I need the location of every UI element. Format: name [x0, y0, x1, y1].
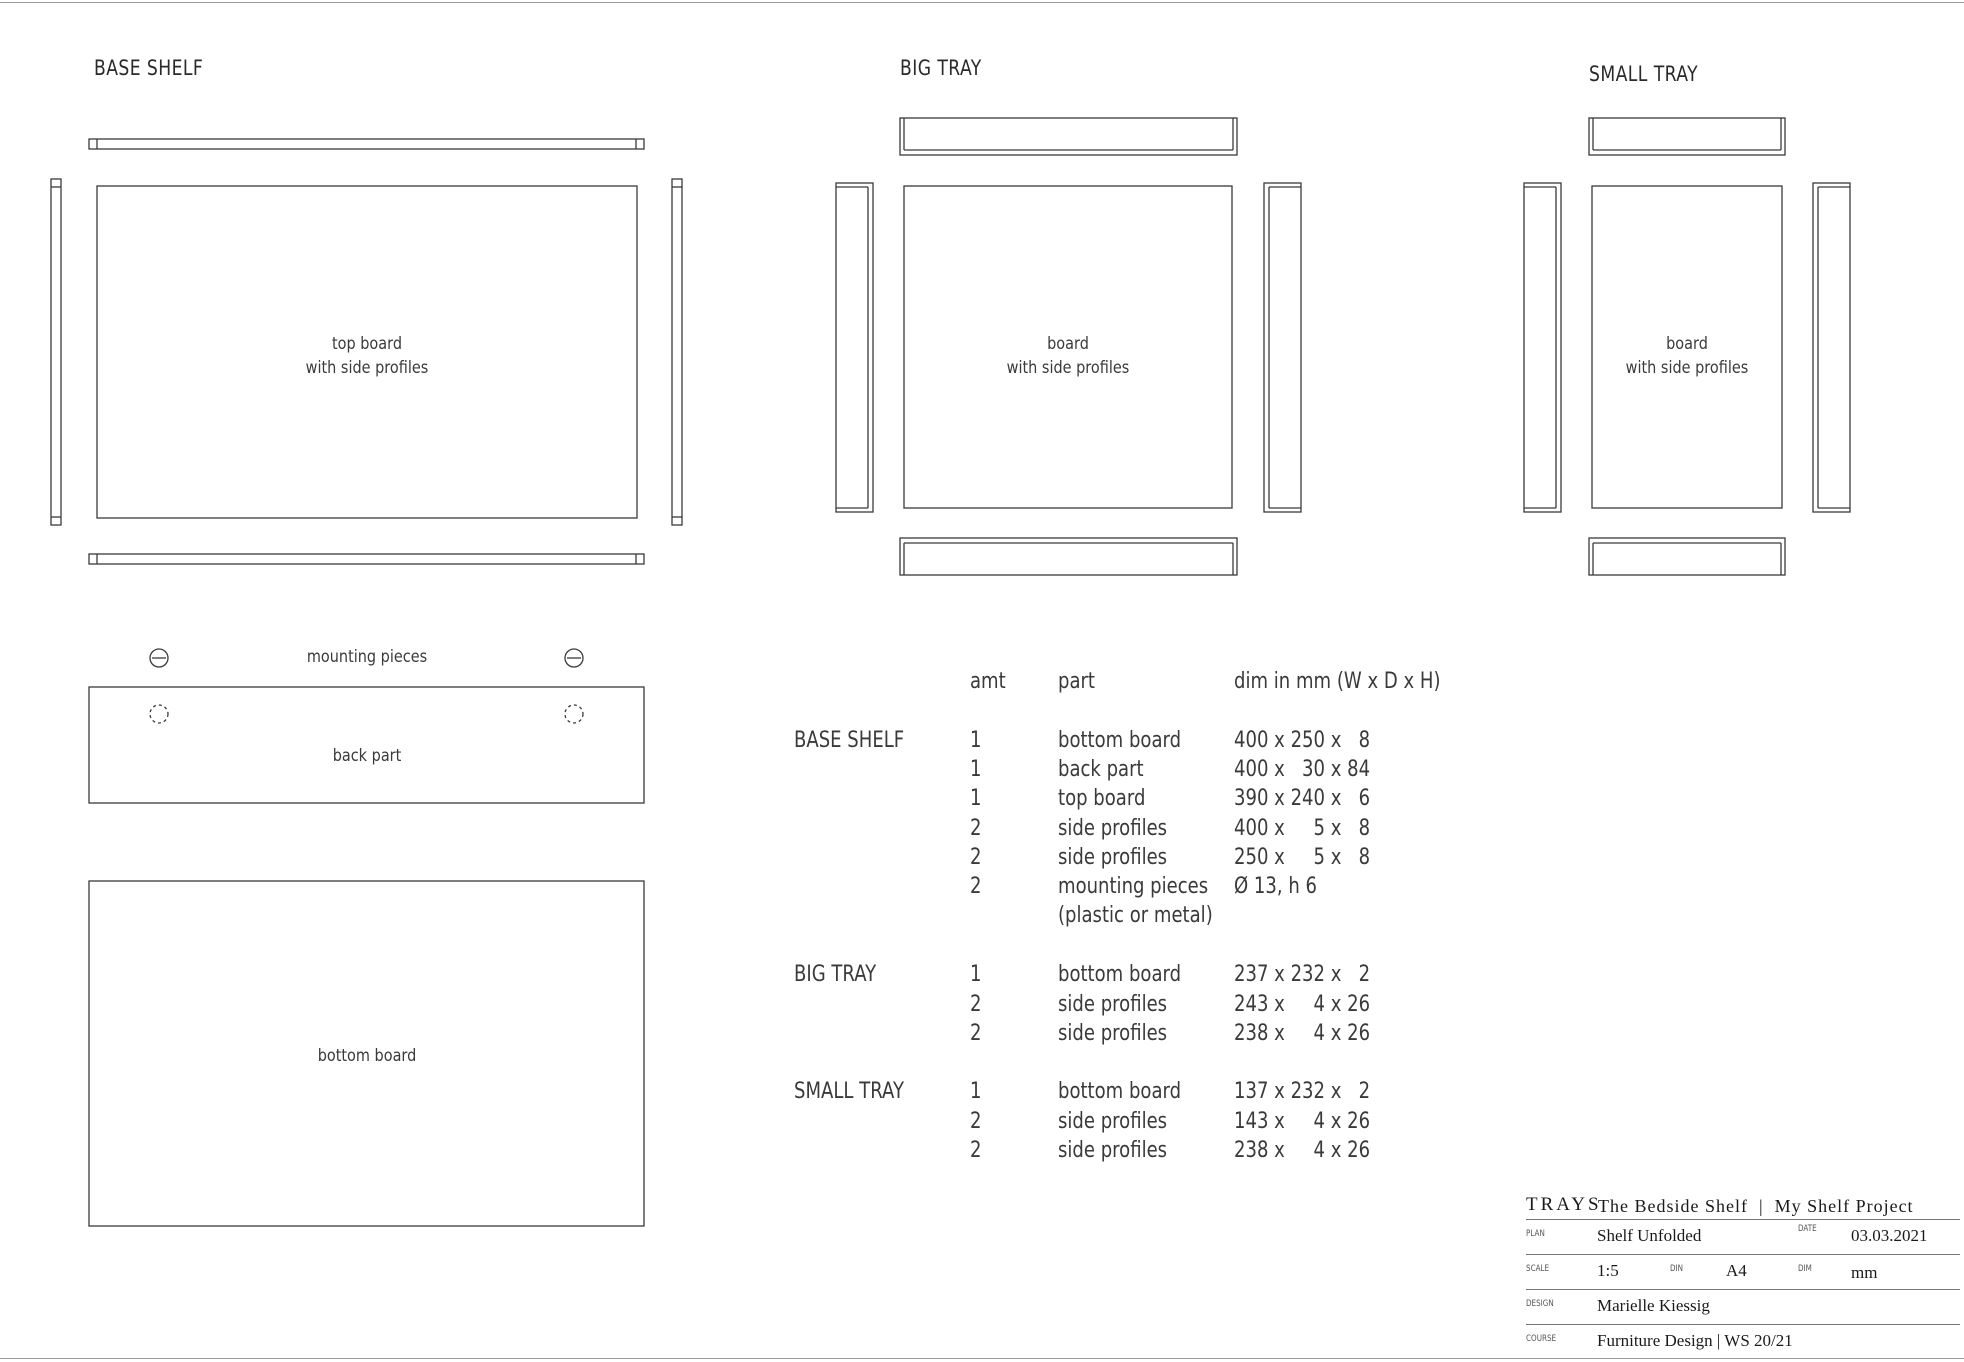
title-block-divider [1526, 1289, 1960, 1290]
table-row-amt: 2 [970, 1138, 982, 1163]
table-row-part: side profiles [1058, 1109, 1168, 1134]
mounting-piece-left [150, 649, 168, 667]
design-label: DESIGN [1526, 1299, 1554, 1309]
date-label: DATE [1798, 1224, 1817, 1234]
base-shelf-top-profile [89, 139, 644, 149]
table-row-part: back part [1058, 757, 1144, 782]
bottom-board-label: bottom board [317, 1046, 417, 1066]
table-row-amt: 2 [970, 845, 982, 870]
heading-big-tray: BIG TRAY [900, 56, 982, 80]
date-value: 03.03.2021 [1851, 1226, 1928, 1245]
table-row-dim: 238 x 4 x 26 [1234, 1138, 1371, 1163]
table-row-amt: 2 [970, 1109, 982, 1134]
plan-label: PLAN [1526, 1229, 1545, 1239]
table-row-amt: 1 [970, 962, 982, 987]
table-row-dim: 237 x 232 x 2 [1234, 962, 1371, 987]
dim-value: mm [1851, 1263, 1878, 1282]
title-block-subtitle: The Bedside Shelf | My Shelf Project [1598, 1196, 1914, 1216]
table-row-dim: 390 x 240 x 6 [1234, 786, 1371, 811]
title-block-divider [1526, 1219, 1960, 1220]
dim-label: DIM [1798, 1264, 1812, 1274]
plan-value: Shelf Unfolded [1597, 1226, 1702, 1245]
table-row-part: side profiles [1058, 992, 1168, 1017]
table-row-dim: 243 x 4 x 26 [1234, 992, 1371, 1017]
course-value: Furniture Design | WS 20/21 [1597, 1331, 1793, 1350]
table-row-part: side profiles [1058, 1138, 1168, 1163]
heading-base-shelf: BASE SHELF [94, 56, 204, 80]
table-row-dim: Ø 13, h 6 [1234, 874, 1318, 899]
table-row-dim: 143 x 4 x 26 [1234, 1109, 1371, 1134]
small-tray-board-label [1602, 332, 1772, 380]
small-tray-board-label-line1: board [1666, 334, 1708, 354]
big-tray-board-label [983, 332, 1153, 380]
scale-value: 1:5 [1597, 1261, 1619, 1280]
table-row-part-note: (plastic or metal) [1058, 903, 1213, 928]
table-row-dim: 400 x 30 x 84 [1234, 757, 1371, 782]
table-row-dim: 400 x 250 x 8 [1234, 728, 1371, 753]
table-row-amt: 2 [970, 992, 982, 1017]
table-row-part: side profiles [1058, 816, 1168, 841]
scale-label: SCALE [1526, 1264, 1550, 1274]
heading-small-tray: SMALL TRAY [1589, 62, 1699, 86]
table-row-amt: 1 [970, 1079, 982, 1104]
table-row-part: bottom board [1058, 962, 1182, 987]
mounting-hole-left [150, 705, 168, 723]
table-row-part: bottom board [1058, 728, 1182, 753]
small-tray-right-side [1813, 183, 1850, 512]
big-tray-left-side [836, 183, 873, 512]
title-block-project: TRAYS [1526, 1194, 1602, 1215]
base-shelf-bottom-profile [89, 554, 644, 564]
small-tray-bottom-side [1589, 538, 1785, 575]
big-tray-top-side [900, 118, 1237, 155]
table-row-part: mounting pieces [1058, 874, 1209, 899]
din-label: DIN [1670, 1264, 1684, 1274]
din-value: A4 [1726, 1261, 1747, 1280]
base-top-board-label-line2: with side profiles [305, 358, 429, 378]
design-value: Marielle Kiessig [1597, 1296, 1710, 1315]
title-block-divider [1526, 1254, 1960, 1255]
small-tray-board-label-line2: with side profiles [1625, 358, 1749, 378]
mounting-hole-right [565, 705, 583, 723]
mounting-piece-right [565, 649, 583, 667]
table-row-amt: 1 [970, 757, 982, 782]
col-header-amt: amt [970, 669, 1006, 694]
mounting-pieces-label: mounting pieces [306, 647, 428, 667]
big-tray-bottom-side [900, 538, 1237, 575]
small-tray-top-side [1589, 118, 1785, 155]
table-row-part: side profiles [1058, 845, 1168, 870]
table-row-amt: 2 [970, 1021, 982, 1046]
big-tray-right-side [1264, 183, 1301, 512]
group-name-big-tray: BIG TRAY [794, 962, 877, 987]
big-tray-board-label-line2: with side profiles [1006, 358, 1130, 378]
base-top-board-label [282, 332, 452, 380]
course-label: COURSE [1526, 1334, 1557, 1344]
group-name-base-shelf: BASE SHELF [794, 728, 905, 753]
back-part-label: back part [332, 746, 402, 766]
table-row-dim: 137 x 232 x 2 [1234, 1079, 1371, 1104]
base-shelf-left-profile [51, 179, 61, 525]
table-row-amt: 1 [970, 728, 982, 753]
table-row-dim: 238 x 4 x 26 [1234, 1021, 1371, 1046]
table-row-part: bottom board [1058, 1079, 1182, 1104]
col-header-part: part [1058, 669, 1096, 694]
title-block-divider [1526, 1324, 1960, 1325]
table-row-amt: 2 [970, 816, 982, 841]
table-row-dim: 250 x 5 x 8 [1234, 845, 1371, 870]
table-row-amt: 1 [970, 786, 982, 811]
group-name-small-tray: SMALL TRAY [794, 1079, 904, 1104]
table-row-part: side profiles [1058, 1021, 1168, 1046]
big-tray-board-label-line1: board [1047, 334, 1089, 354]
base-top-board-label-line1: top board [331, 334, 402, 354]
col-header-dim: dim in mm (W x D x H) [1234, 669, 1441, 694]
base-shelf-right-profile [672, 179, 682, 525]
table-row-part: top board [1058, 786, 1146, 811]
table-row-dim: 400 x 5 x 8 [1234, 816, 1371, 841]
small-tray-left-side [1524, 183, 1561, 512]
table-row-amt: 2 [970, 874, 982, 899]
